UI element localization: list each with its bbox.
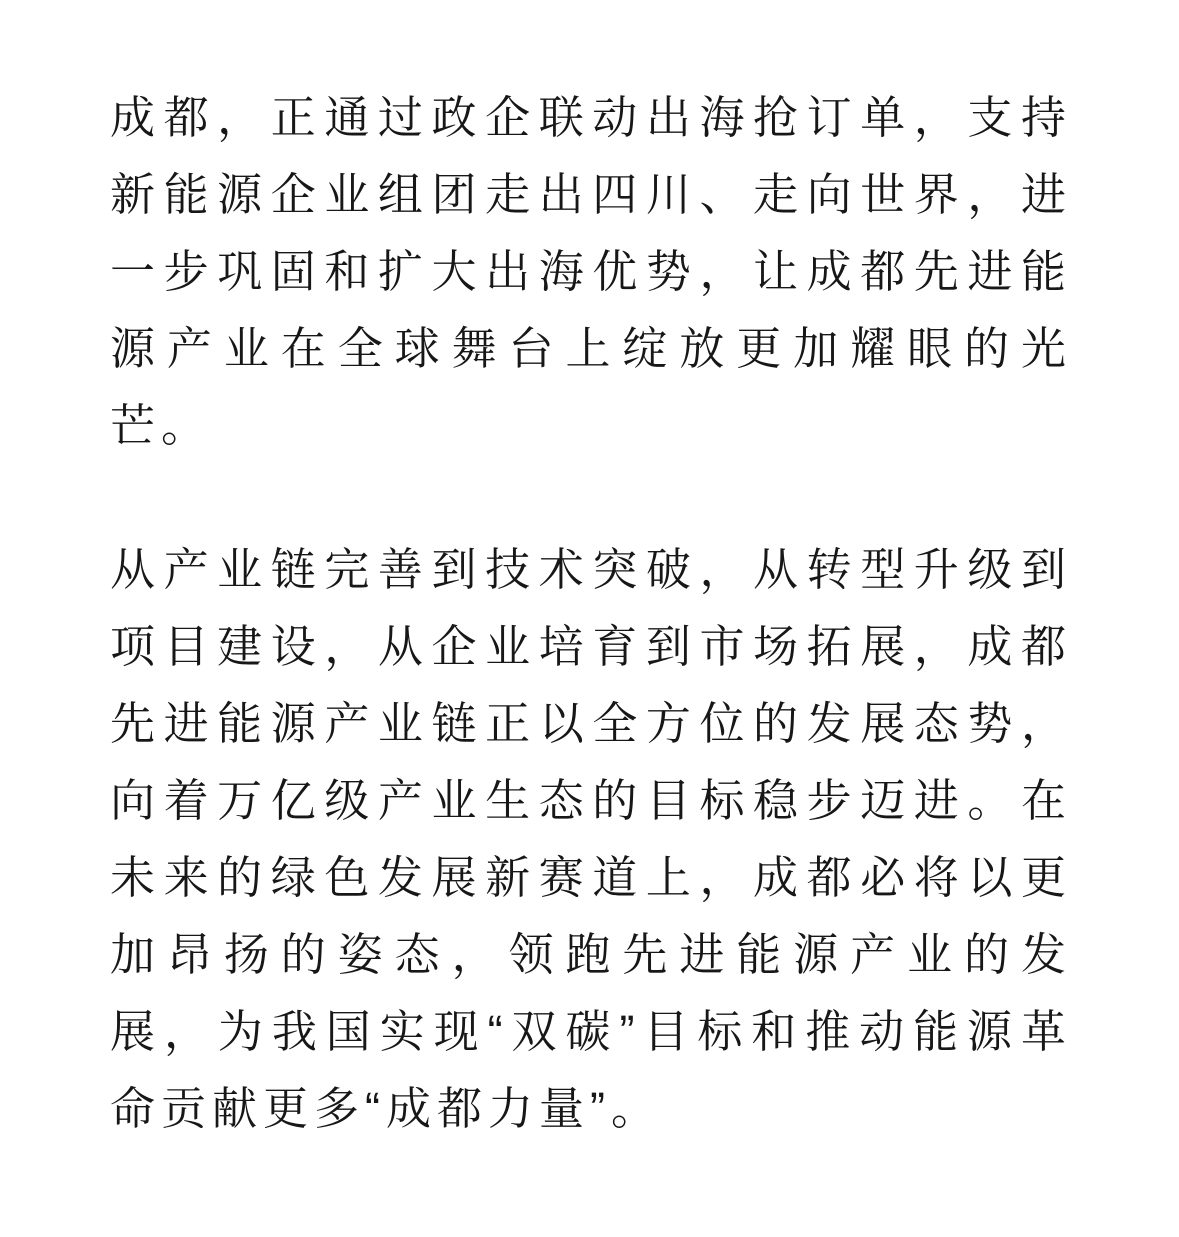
text-line: 芒。 bbox=[110, 400, 213, 451]
paragraph-2 bbox=[110, 531, 1067, 1147]
text-line: 未来的绿色发展新赛道上，成都必将以更 bbox=[110, 852, 1067, 903]
text-line: 命贡献更多“成都力量”。 bbox=[110, 1083, 662, 1134]
text-line: 先进能源产业链正以全方位的发展态势， bbox=[110, 698, 1067, 749]
text-line: 从产业链完善到技术突破，从转型升级到 bbox=[110, 544, 1067, 595]
text-line: 一步巩固和扩大出海优势，让成都先进能 bbox=[110, 246, 1067, 297]
text-line: 源产业在全球舞台上绽放更加耀眼的光 bbox=[110, 323, 1067, 374]
text-line: 成都，正通过政企联动出海抢订单，支持 bbox=[110, 92, 1067, 143]
text-line: 向着万亿级产业生态的目标稳步迈进。在 bbox=[110, 775, 1067, 826]
paragraph-1 bbox=[110, 79, 1067, 464]
text-line: 加昂扬的姿态，领跑先进能源产业的发 bbox=[110, 929, 1067, 980]
text-line: 展，为我国实现“双碳”目标和推动能源革 bbox=[110, 1006, 1067, 1057]
text-line: 项目建设，从企业培育到市场拓展，成都 bbox=[110, 621, 1067, 672]
text-line: 新能源企业组团走出四川、走向世界，进 bbox=[110, 169, 1067, 220]
